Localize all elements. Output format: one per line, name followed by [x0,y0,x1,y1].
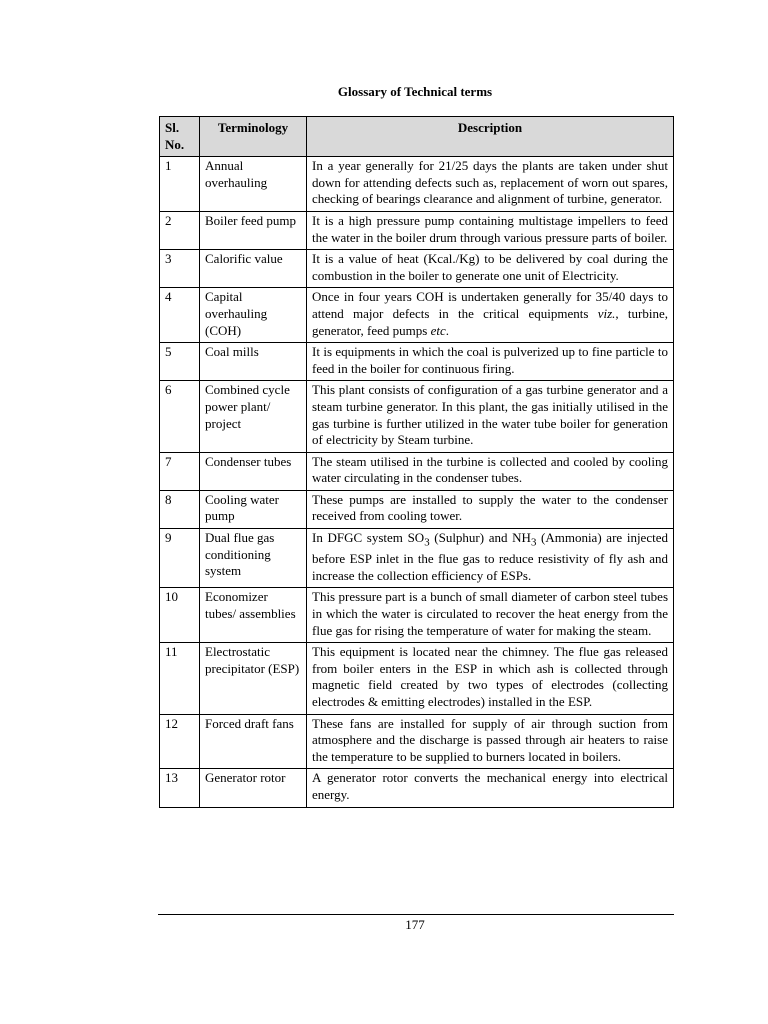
header-description: Description [307,117,674,157]
row-number: 4 [160,288,200,343]
row-term: Forced draft fans [200,714,307,769]
row-description: It is a high pressure pump containing multistage impellers to feed the water in the boiler drum through various pressure parts of boiler. [307,211,674,249]
glossary-table [159,116,674,808]
row-term: Capital overhauling (COH) [200,288,307,343]
header-terminology: Terminology [200,117,307,157]
table-row [160,381,674,452]
row-description: It is a value of heat (Kcal./Kg) to be delivered by coal during the combustion in the boiler to generate one unit of Electricity. [307,250,674,288]
row-number: 3 [160,250,200,288]
row-term: Calorific value [200,250,307,288]
row-term: Economizer tubes/ assemblies [200,588,307,643]
italic-viz: viz. [597,305,616,321]
page-title: Glossary of Technical terms [337,84,493,99]
row-description: A generator rotor converts the mechanical energy into electrical energy. [307,769,674,807]
description-text: . [445,322,450,338]
description-text: , turbine, generator, feed pumps [312,305,668,338]
row-description [307,288,674,343]
row-description: This plant consists of configuration of a gas turbine generator and a steam turbine generator. In this plant, the gas initially utilised in the gas turbine is further utilized in the water tube boiler for generation of electricity by Steam turbine. [307,381,674,452]
table-row [160,288,674,343]
table-row [160,529,674,588]
row-number: 10 [160,588,200,643]
row-number: 13 [160,769,200,807]
header-sl-no: Sl. No. [160,117,200,157]
row-description: In a year generally for 21/25 days the plants are taken under shut down for attending defects such as, replacement of worn out spares, checking of bearings clearance and alignment of turbine, generator. [307,157,674,212]
table-row [160,452,674,490]
row-term: Electrostatic precipitator (ESP) [200,643,307,714]
row-number: 6 [160,381,200,452]
row-term: Dual flue gas conditioning system [200,529,307,588]
table-row [160,343,674,381]
row-description: This equipment is located near the chimney. The flue gas released from boiler enters in the ESP in which ash is collected through magnetic field created by two types of electrodes (collecting electrodes & emitting electrodes) installed in the ESP. [307,643,674,714]
row-number: 8 [160,490,200,528]
table-row [160,490,674,528]
table-row [160,714,674,769]
description-text: In DFGC system SO [312,530,425,546]
row-number: 7 [160,452,200,490]
table-row [160,769,674,807]
row-number: 2 [160,211,200,249]
row-number: 9 [160,529,200,588]
table-row [160,211,674,249]
row-description: These fans are installed for supply of air through suction from atmosphere and the discharge is passed through air heaters to raise the temperature to be supplied to burners located in boilers. [307,714,674,769]
subscript-3: 3 [530,536,537,549]
description-text: Once in four years COH is undertaken generally for 35/40 days to attend major defects in the critical equipments [312,289,668,321]
row-term: Generator rotor [200,769,307,807]
row-term: Boiler feed pump [200,211,307,249]
row-description: These pumps are installed to supply the water to the condenser received from cooling tower. [307,490,674,528]
description-text: (Ammonia) are injected before ESP inlet in the flue gas to reduce resistivity of fly ash and increase the collection efficiency of ESPs. [312,530,668,583]
row-number: 11 [160,643,200,714]
row-description: The steam utilised in the turbine is collected and cooled by cooling water circulating in the condenser tubes. [307,452,674,490]
row-description: This pressure part is a bunch of small diameter of carbon steel tubes in which the water is circulated to recover the heat energy from the flue gas for rising the temperature of water for making the steam. [307,588,674,643]
footer-divider [158,914,674,915]
row-number: 12 [160,714,200,769]
row-term: Condenser tubes [200,452,307,490]
row-term: Cooling water pump [200,490,307,528]
table-row [160,250,674,288]
row-number: 1 [160,157,200,212]
subscript-3: 3 [424,536,430,549]
table-row [160,643,674,714]
table-row [160,157,674,212]
row-description [307,529,674,588]
table-header-row [160,117,674,157]
description-text: (Sulphur) and NH [429,530,531,546]
row-term: Combined cycle power plant/ project [200,381,307,452]
row-number: 5 [160,343,200,381]
row-description: It is equipments in which the coal is pulverized up to fine particle to feed in the boiler for continuous firing. [307,343,674,381]
row-term: Annual overhauling [200,157,307,212]
page-number: 177 [405,917,425,932]
italic-etc: etc [430,322,446,338]
row-term: Coal mills [200,343,307,381]
table-row [160,588,674,643]
